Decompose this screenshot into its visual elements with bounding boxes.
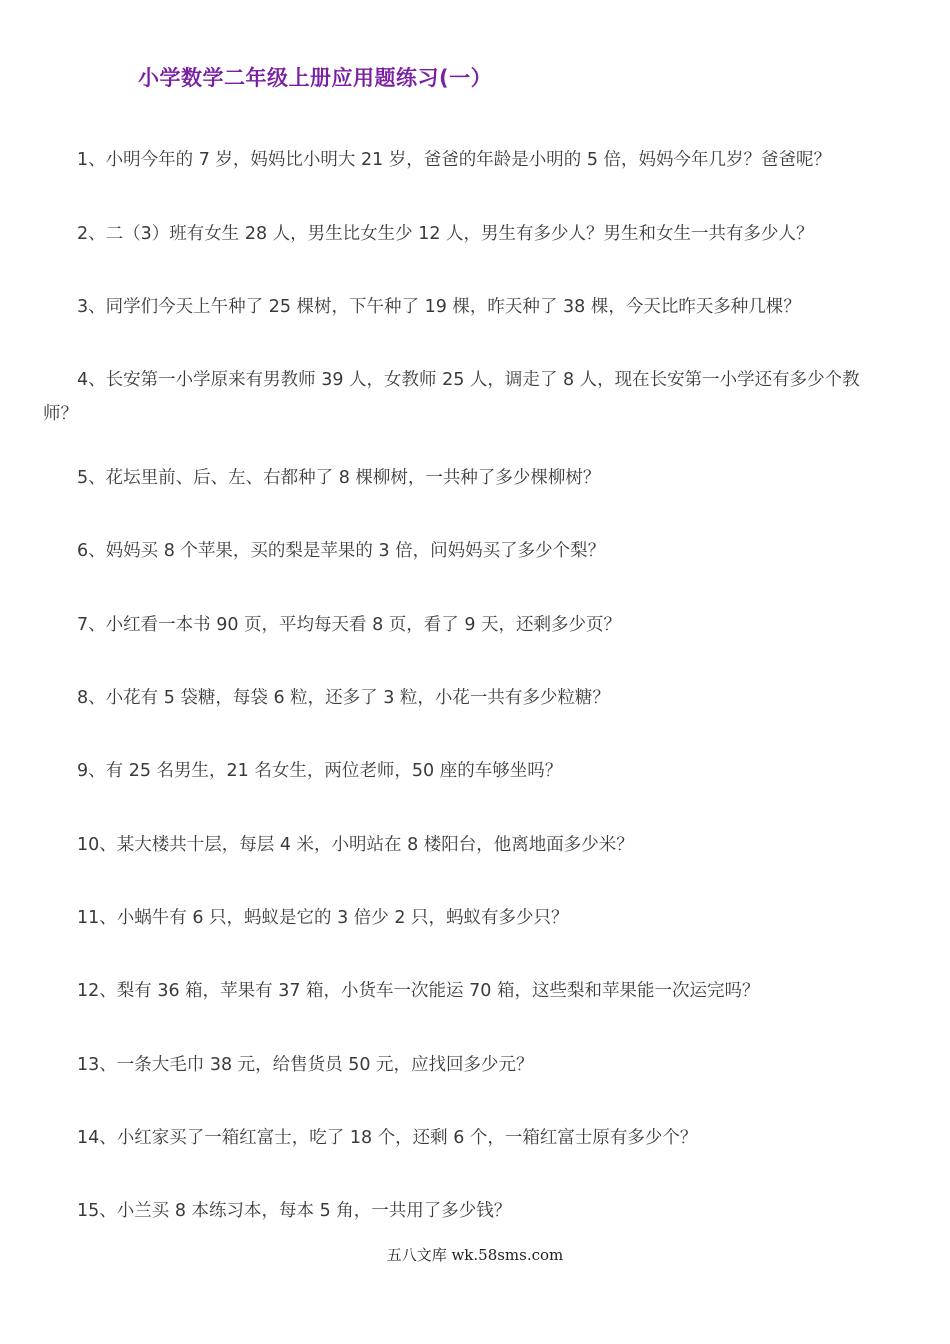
page-title: 小学数学二年级上册应用题练习(一） xyxy=(138,66,493,90)
question-8: 8、小花有 5 袋糖，每袋 6 粒，还多了 3 粒，小花一共有多少粒糖？ xyxy=(77,688,610,708)
question-2: 2、二（3）班有女生 28 人，男生比女生少 12 人，男生有多少人？男生和女生一共有多少人？ xyxy=(77,224,814,244)
question-9: 9、有 25 名男生，21 名女生，两位老师，50 座的车够坐吗？ xyxy=(77,761,563,781)
question-14: 14、小红家买了一箱红富士，吃了 18 个，还剩 6 个，一箱红富士原有多少个？ xyxy=(77,1128,698,1148)
question-15: 15、小兰买 8 本练习本，每本 5 角，一共用了多少钱？ xyxy=(77,1201,512,1221)
question-1: 1、小明今年的 7 岁，妈妈比小明大 21 岁，爸爸的年龄是小明的 5 倍，妈妈今年几岁？爸爸呢？ xyxy=(77,150,832,170)
question-11: 11、小蜗牛有 6 只，蚂蚁是它的 3 倍少 2 只，蚂蚁有多少只？ xyxy=(77,908,569,928)
question-13: 13、一条大毛巾 38 元，给售货员 50 元，应找回多少元？ xyxy=(77,1055,534,1075)
question-12: 12、梨有 36 箱，苹果有 37 箱，小货车一次能运 70 箱，这些梨和苹果能一次运完吗？ xyxy=(77,981,760,1001)
question-4: 4、长安第一小学原来有男教师 39 人，女教师 25 人，调走了 8 人，现在长安第一小学还有多少个教师？ xyxy=(43,370,860,424)
question-6: 6、妈妈买 8 个苹果，买的梨是苹果的 3 倍，问妈妈买了多少个梨？ xyxy=(77,541,606,561)
footer-watermark: 五八文库 wk.58sms.com xyxy=(386,1246,564,1264)
question-10: 10、某大楼共十层，每层 4 米，小明站在 8 楼阳台，他离地面多少米？ xyxy=(77,835,634,855)
question-3: 3、同学们今天上午种了 25 棵树，下午种了 19 棵，昨天种了 38 棵，今天比昨天多种几棵？ xyxy=(77,297,801,317)
question-7: 7、小红看一本书 90 页，平均每天看 8 页，看了 9 天，还剩多少页？ xyxy=(77,615,622,635)
question-5: 5、花坛里前、后、左、右都种了 8 棵柳树，一共种了多少棵柳树？ xyxy=(77,468,601,488)
